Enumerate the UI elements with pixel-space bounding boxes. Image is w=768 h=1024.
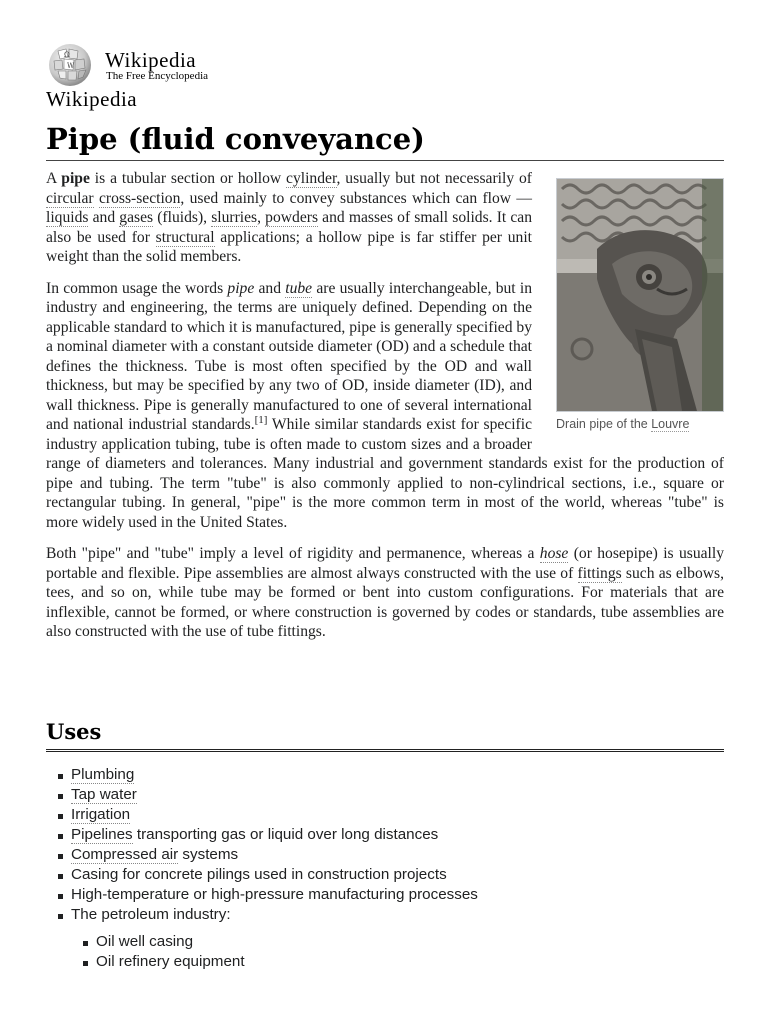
reference-1[interactable]: [1]: [254, 413, 268, 426]
wikipedia-globe-logo[interactable]: [46, 43, 96, 87]
link-irrigation[interactable]: Irrigation: [71, 806, 131, 823]
wordmark-main: Wikipedia: [46, 87, 138, 111]
list-item: Compressed air systems: [71, 845, 478, 865]
link-cylinder[interactable]: cylinder: [286, 170, 337, 187]
list-item: [71, 765, 478, 785]
drain-pipe-image[interactable]: [556, 178, 724, 412]
link-slurries[interactable]: slurries: [211, 209, 258, 226]
site-header: [46, 43, 306, 113]
link-pipelines[interactable]: Pipelines: [71, 826, 133, 843]
link-circular[interactable]: circular: [46, 189, 94, 207]
list-item: Oil well casing: [96, 932, 478, 952]
bold-term-pipe: pipe: [61, 170, 90, 187]
list-item: High-temperature or high-pressure manufacturing processes: [71, 886, 478, 903]
link-plumbing[interactable]: Plumbing: [71, 766, 135, 783]
link-hose[interactable]: hose: [539, 545, 569, 562]
list-item: [71, 805, 478, 825]
list-item: Casing for concrete pilings used in construction projects: [71, 865, 478, 885]
italic-term-pipe: pipe: [227, 279, 255, 297]
svg-text:W: W: [67, 62, 75, 70]
section-heading-uses: Uses: [46, 717, 724, 752]
uses-list: [71, 765, 478, 972]
infobox-figure: [556, 178, 724, 432]
wordmark-top: Wikipedia: [105, 48, 197, 72]
tagline: The Free Encyclopedia: [106, 70, 209, 82]
link-fittings[interactable]: fittings: [577, 564, 622, 582]
link-cross-section[interactable]: cross-section: [98, 189, 181, 207]
caption-text: Drain pipe of the: [556, 417, 652, 431]
link-louvre[interactable]: Louvre: [651, 417, 690, 431]
paragraph-intro: A pipe is a tubular section or hollow cylinder, usually but not necessarily of circular cross-section, used mainly to convey substances which can flow — liquids and gases (fluids), slurries, powders and masses of small solids. It can also be used for structural applications; a hollow pipe is far stiffer per unit weight than the solid members.: [46, 170, 533, 265]
link-gases[interactable]: gases: [119, 209, 154, 226]
list-item: The petroleum industry: Oil well casing Oil refinery equipment: [71, 905, 478, 972]
link-compressed-air[interactable]: Compressed air: [71, 846, 179, 863]
list-item: [71, 785, 478, 805]
link-structural[interactable]: structural: [155, 228, 215, 246]
petroleum-sublist: [96, 932, 478, 972]
paragraph-hose: Both "pipe" and "tube" imply a level of rigidity and permanence, whereas a hose (or hosepipe) is usually portable and flexible. Pipe assemblies are almost always constructed with the use of fittings such as elbows, tees, and so on, while tube may be formed or bent into custom configurations. For materials that are inflexible, cannot be formed, or where construction is governed by codes or standards, tube assemblies are also constructed with the use of tube fittings.: [46, 545, 724, 640]
paragraph-usage: In common usage the words pipe and tube are usually interchangeable, but in industry and engineering, the terms are uniquely defined. Depending on the applicable standard to which it is manufactured, pipe is generally specified by a nominal diameter with a constant outside diameter (OD) and a schedule that defines the thickness. Tube is most often specified by the OD and wall thickness, but may be specified by any two of OD, inside diameter (ID), and wall thickness. Pipe is generally manufactured to one of several international and national industrial standards.[1] While similar standards exist for specific industry application tubing, tube is often made to custom sizes and a broader range of diameters and tolerances. Many industrial and government standards exist for the production of pipe and tubing. The term "tube" is also commonly applied to non-cylindrical sections, i.e., square or rectangular tubing. In general, "pipe" is the more common term in most of the world, whereas "tube" is more widely used in the United States.: [46, 279, 724, 531]
link-powders[interactable]: powders: [265, 209, 319, 226]
article-body: [46, 169, 724, 654]
link-liquids[interactable]: liquids: [46, 209, 89, 226]
figure-caption: [556, 416, 724, 432]
link-tap-water[interactable]: Tap water: [71, 786, 137, 803]
svg-text:Ω: Ω: [64, 51, 70, 59]
list-item: Oil refinery equipment: [96, 952, 478, 972]
list-item: Pipelines transporting gas or liquid over long distances: [71, 825, 478, 845]
page-title: Pipe (fluid conveyance): [46, 118, 724, 161]
link-tube[interactable]: tube: [285, 279, 313, 297]
